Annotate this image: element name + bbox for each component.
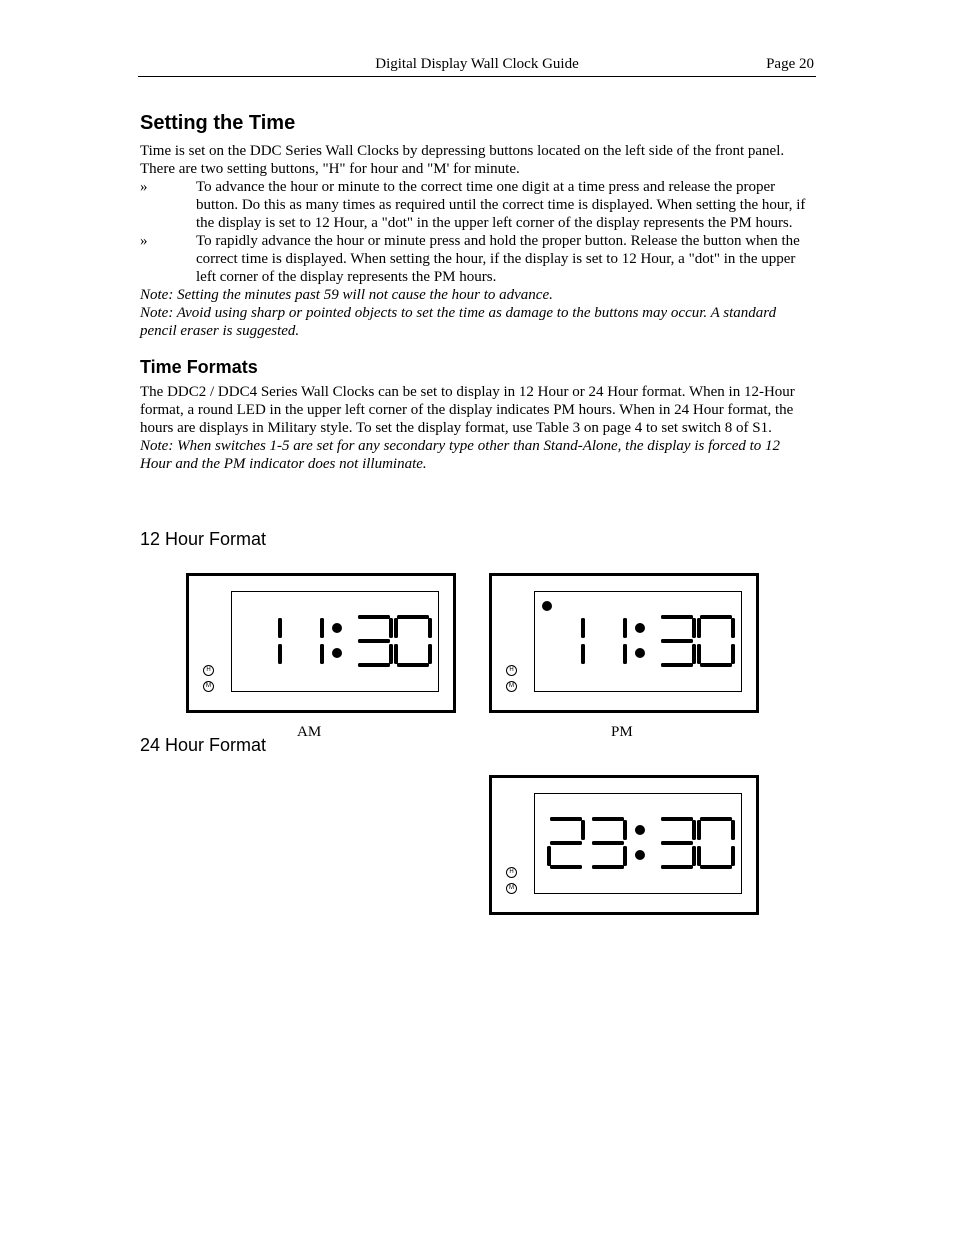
note-switches: Note: When switches 1-5 are set for any secondary type other than Stand-Alone, the display is forced to 12 Hour and the PM indicator does not illuminate.	[140, 438, 781, 473]
colon-dot	[332, 623, 342, 633]
colon-dot	[635, 623, 645, 633]
digit-segment	[697, 820, 701, 840]
digit-segment	[394, 644, 398, 664]
document-title: Digital Display Wall Clock Guide	[375, 56, 579, 72]
digit-segment	[550, 841, 582, 845]
digit-segment	[661, 663, 693, 667]
label-12-hour-format: 12 Hour Format	[140, 529, 267, 549]
digit-segment	[320, 618, 324, 638]
bullet-text: To rapidly advance the hour or minute press and hold the proper button. Release the button when the correct time is displayed. When setting the hour, if the display is set to 12 Hour, a "dot" in the upper left corner of the display represents the PM hours.	[196, 233, 800, 285]
digit-segment	[731, 820, 735, 840]
digit-segment	[428, 644, 432, 664]
digit-segment	[358, 639, 390, 643]
colon-dot	[635, 648, 645, 658]
clock-display-pm	[489, 573, 759, 713]
digit-segment	[661, 817, 693, 821]
digit-segment	[278, 618, 282, 638]
note-sharp-objects: Note: Avoid using sharp or pointed objects to set the time as damage to the buttons may occur. A standard pencil eraser is suggested.	[140, 305, 777, 339]
colon-dot	[332, 648, 342, 658]
digit-segment	[700, 865, 732, 869]
digit-segment	[661, 841, 693, 845]
digit-segment	[581, 644, 585, 664]
digit-segment	[394, 618, 398, 638]
digit-segment	[592, 841, 624, 845]
bullet-item	[140, 232, 814, 286]
bullet-mark: »	[140, 233, 148, 249]
digit-segment	[700, 615, 732, 619]
caption-pm: PM	[611, 724, 633, 740]
digit-segment	[623, 644, 627, 664]
digit-segment	[623, 820, 627, 840]
pm-indicator-dot	[542, 601, 552, 611]
digit-segment	[692, 846, 696, 866]
digit-segment	[550, 817, 582, 821]
seven-segment-digits	[492, 576, 756, 710]
digit-segment	[692, 644, 696, 664]
time-formats-body: The DDC2 / DDC4 Series Wall Clocks can be set to display in 12 Hour or 24 Hour format. When in 12-Hour format, a round LED in the upper left corner of the display indicates PM hours. When in 24 Hour format, the hours are displays in Military style. To set the display format, use Table 3 on page 4 to set switch 8 of S1.	[140, 384, 795, 437]
digit-segment	[397, 663, 429, 667]
hour-button-icon: H	[506, 867, 517, 878]
digit-segment	[581, 618, 585, 638]
bullet-item	[140, 178, 814, 232]
digit-segment	[592, 817, 624, 821]
minute-button-icon: M	[506, 681, 517, 692]
page-content	[140, 110, 814, 473]
digit-segment	[358, 663, 390, 667]
setting-intro: Time is set on the DDC Series Wall Clocks by depressing buttons located on the left side of the front panel. There are two setting buttons, "H" for hour and "M' for minute.	[140, 143, 785, 177]
digit-segment	[389, 618, 393, 638]
digit-segment	[581, 820, 585, 840]
hour-button-icon: H	[203, 665, 214, 676]
digit-segment	[700, 817, 732, 821]
digit-segment	[731, 846, 735, 866]
colon-dot	[635, 825, 645, 835]
digit-segment	[692, 618, 696, 638]
label-24-hour-format: 24 Hour Format	[140, 735, 267, 755]
digit-segment	[278, 644, 282, 664]
digit-segment	[661, 865, 693, 869]
digit-segment	[661, 639, 693, 643]
bullet-text: To advance the hour or minute to the correct time one digit at a time press and release the proper button. Do this as many times as required until the correct time is displayed. When setting the hour, if the display is set to 12 Hour, a "dot" in the upper left corner of the display represents the PM hours.	[196, 179, 806, 231]
digit-segment	[397, 615, 429, 619]
seven-segment-digits	[189, 576, 453, 710]
section-title-time-formats: Time Formats	[140, 357, 258, 377]
digit-segment	[661, 615, 693, 619]
digit-segment	[700, 663, 732, 667]
digit-segment	[731, 618, 735, 638]
digit-segment	[320, 644, 324, 664]
page-number: Page 20	[766, 56, 814, 72]
bullet-mark: »	[140, 179, 148, 195]
digit-segment	[697, 618, 701, 638]
minute-button-icon: M	[203, 681, 214, 692]
note-minutes: Note: Setting the minutes past 59 will not cause the hour to advance.	[140, 287, 553, 303]
digit-segment	[623, 618, 627, 638]
hour-button-icon: H	[506, 665, 517, 676]
digit-segment	[550, 865, 582, 869]
clock-display-am	[186, 573, 456, 713]
minute-button-icon: M	[506, 883, 517, 894]
section-title-setting-time: Setting the Time	[140, 112, 296, 134]
digit-segment	[547, 846, 551, 866]
digit-segment	[623, 846, 627, 866]
digit-segment	[731, 644, 735, 664]
digit-segment	[428, 618, 432, 638]
seven-segment-digits	[492, 778, 756, 912]
digit-segment	[697, 644, 701, 664]
digit-segment	[592, 865, 624, 869]
colon-dot	[635, 850, 645, 860]
clock-display-24h	[489, 775, 759, 915]
caption-am: AM	[297, 724, 322, 740]
digit-segment	[358, 615, 390, 619]
page-header	[138, 56, 816, 77]
digit-segment	[697, 846, 701, 866]
digit-segment	[389, 644, 393, 664]
digit-segment	[692, 820, 696, 840]
